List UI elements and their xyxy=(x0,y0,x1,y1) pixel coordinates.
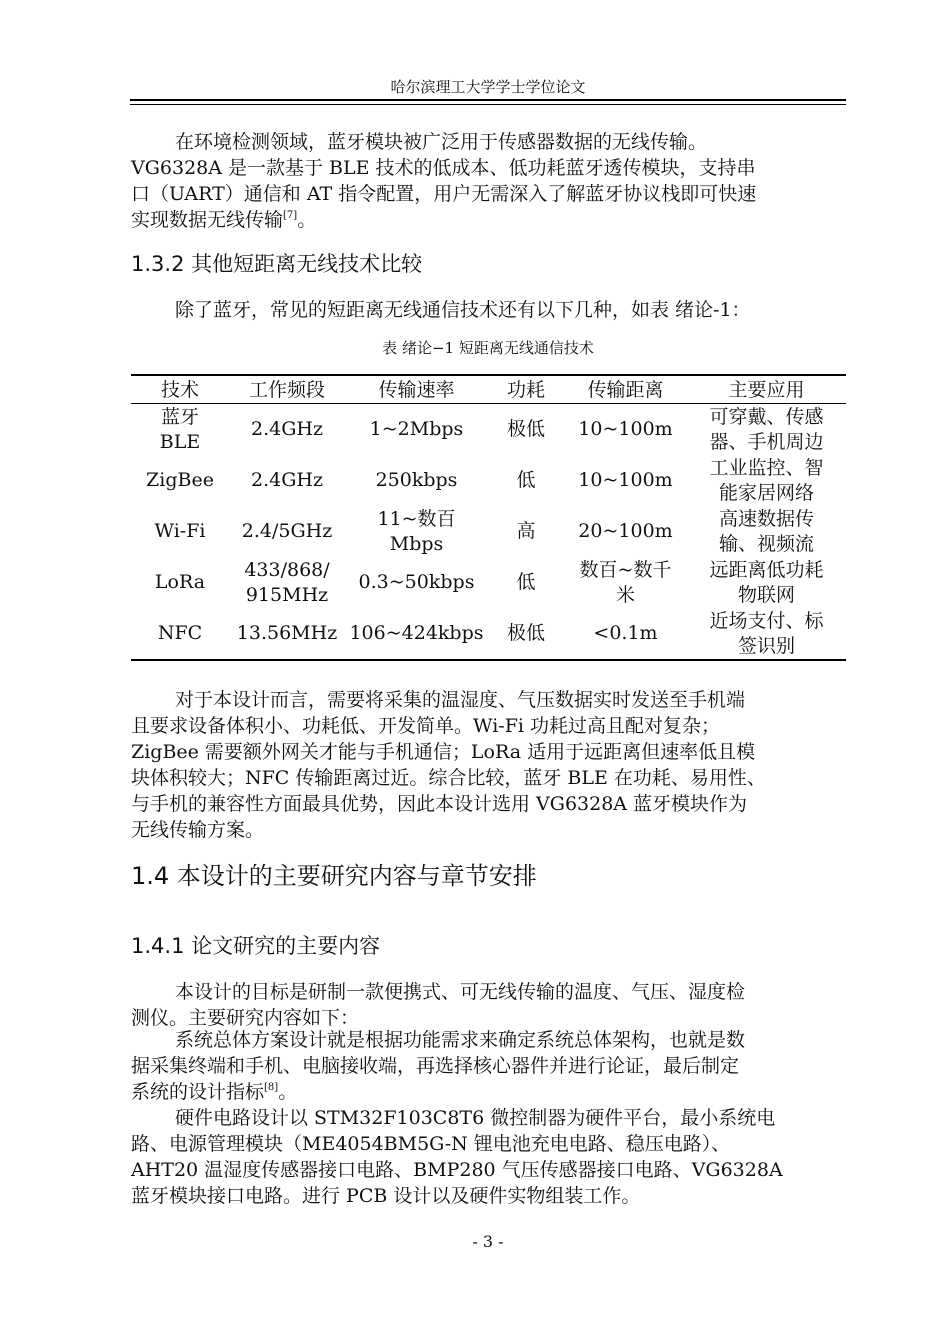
table-cell xyxy=(488,404,564,456)
cell-text: 高速数据传 xyxy=(718,507,814,530)
cell-text: 签识别 xyxy=(737,634,795,657)
text-line: 实现数据无线传输[7]。 xyxy=(131,209,317,231)
cell-text: 915MHz xyxy=(245,583,329,606)
cell-text: 能家居网络 xyxy=(718,481,814,504)
text-line: 蓝牙模块接口电路。进行 PCB 设计以及硬件实物组装工作。 xyxy=(131,1185,641,1207)
table-row xyxy=(131,404,846,456)
table-cell xyxy=(229,404,345,456)
table-cell xyxy=(345,608,488,660)
paragraph-hardware-design xyxy=(131,1105,847,1209)
table-row xyxy=(131,455,846,506)
table-cell xyxy=(345,455,488,506)
cell-text: 低 xyxy=(516,571,536,593)
cell-text: 可穿戴、传感 xyxy=(709,405,824,428)
column-header: 传输速率 xyxy=(378,378,455,401)
table-caption: 表 绪论−1 短距离无线通信技术 xyxy=(382,339,594,357)
cell-text: 蓝牙 xyxy=(160,405,199,428)
cell-text: 2.4/5GHz xyxy=(241,520,333,542)
cell-text: 106~424kbps xyxy=(349,622,484,644)
paragraph-design-goal xyxy=(131,979,847,1031)
table-cell xyxy=(564,506,687,557)
cell-text: 250kbps xyxy=(375,469,458,491)
cell-text: 数百~数千 xyxy=(579,558,672,581)
section-heading-1-4: 1.4 本设计的主要研究内容与章节安排 xyxy=(131,862,537,890)
text-line: 且要求设备体积小、功耗低、开发简单。Wi-Fi 功耗过高且配对复杂； xyxy=(131,715,720,737)
cell-text: 低 xyxy=(516,469,536,491)
cell-text: NFC xyxy=(157,622,203,644)
text-line: 与手机的兼容性方面最具优势，因此本设计选用 VG6328A 蓝牙模块作为 xyxy=(131,793,748,815)
table-header-row xyxy=(131,375,846,404)
cell-text: 20~100m xyxy=(578,520,673,542)
table-cell xyxy=(488,557,564,608)
cell-text: 2.4GHz xyxy=(251,418,323,440)
table-cell xyxy=(229,455,345,506)
table-cell xyxy=(345,557,488,608)
text-line: 对于本设计而言，需要将采集的温湿度、气压数据实时发送至手机端 xyxy=(175,689,746,711)
cell-text: 物联网 xyxy=(737,583,795,606)
column-header: 主要应用 xyxy=(728,378,805,401)
cell-text: ZigBee xyxy=(146,469,214,491)
table-cell xyxy=(131,608,229,660)
table-cell xyxy=(488,455,564,506)
table-cell xyxy=(229,557,345,608)
text-line: ZigBee 需要额外网关才能与手机通信；LoRa 适用于远距离但速率低且模 xyxy=(131,741,756,763)
cell-text: 11~数百 xyxy=(377,507,456,530)
table-cell xyxy=(229,506,345,557)
citation[interactable]: [8] xyxy=(264,1082,279,1093)
cell-text: 米 xyxy=(615,583,635,606)
section-heading-1-4-1: 1.4.1 论文研究的主要内容 xyxy=(131,934,381,958)
text-line: 系统总体方案设计就是根据功能需求来确定系统总体架构，也就是数 xyxy=(175,1029,746,1051)
table-cell xyxy=(564,557,687,608)
text-line: 无线传输方案。 xyxy=(131,819,265,841)
cell-text: 工业监控、智 xyxy=(709,456,824,479)
text-line: 测仪。主要研究内容如下： xyxy=(131,1007,360,1029)
table-cell xyxy=(488,608,564,660)
column-header: 功耗 xyxy=(506,378,545,401)
table-cell xyxy=(131,404,229,456)
column-header: 工作频段 xyxy=(248,378,325,401)
cell-text: 2.4GHz xyxy=(251,469,323,491)
column-header: 传输距离 xyxy=(587,378,664,401)
text-line: 在环境检测领域，蓝牙模块被广泛用于传感器数据的无线传输。 xyxy=(175,131,708,153)
cell-text: 近场支付、标 xyxy=(709,609,824,632)
paragraph-system-design xyxy=(131,1027,847,1105)
table-row xyxy=(131,608,846,660)
header-rule-thin xyxy=(130,104,846,105)
table-cell xyxy=(131,455,229,506)
text-line: 块体积较大；NFC 传输距离过近。综合比较，蓝牙 BLE 在功耗、易用性、 xyxy=(131,767,766,789)
cell-text: 13.56MHz xyxy=(236,622,338,644)
cell-text: 高 xyxy=(516,520,536,542)
table-cell xyxy=(564,404,687,456)
table-cell xyxy=(687,557,846,608)
cell-text: Wi-Fi xyxy=(154,520,206,542)
page-number: - 3 - xyxy=(472,1232,504,1251)
table-cell xyxy=(564,455,687,506)
table-cell xyxy=(131,506,229,557)
cell-text: 0.3~50kbps xyxy=(358,571,475,593)
text-line: 路、电源管理模块（ME4054BM5G-N 锂电池充电电路、稳压电路）、 xyxy=(131,1133,731,1155)
text-line: 本设计的目标是研制一款便携式、可无线传输的温度、气压、湿度检 xyxy=(175,981,746,1003)
paragraph-bluetooth-module xyxy=(131,129,847,233)
table-cell xyxy=(687,455,846,506)
text-line: VG6328A 是一款基于 BLE 技术的低成本、低功耗蓝牙透传模块，支持串 xyxy=(131,157,756,179)
text-line: 硬件电路设计以 STM32F103C8T6 微控制器为硬件平台，最小系统电 xyxy=(175,1107,776,1129)
cell-text: 10~100m xyxy=(578,418,673,440)
cell-text: 极低 xyxy=(506,622,545,644)
cell-text: 10~100m xyxy=(578,469,673,491)
table-row xyxy=(131,506,846,557)
text-line: 据采集终端和手机、电脑接收端，再选择核心器件并进行论证，最后制定 xyxy=(131,1055,740,1077)
header-rule-thick xyxy=(130,99,846,101)
column-header: 技术 xyxy=(160,378,199,401)
text-line: 系统的设计指标[8]。 xyxy=(131,1081,298,1103)
table-cell xyxy=(345,506,488,557)
cell-text: 输、视频流 xyxy=(718,532,814,555)
table-cell xyxy=(687,404,846,456)
citation[interactable]: [7] xyxy=(283,210,298,221)
table-row xyxy=(131,557,846,608)
table-cell xyxy=(687,506,846,557)
table-cell xyxy=(131,557,229,608)
cell-text: Mbps xyxy=(389,532,444,555)
table-cell xyxy=(488,506,564,557)
cell-text: 433/868/ xyxy=(244,558,330,581)
paragraph-selection-rationale xyxy=(131,687,847,843)
running-header: 哈尔滨理工大学学士学位论文 xyxy=(390,78,586,96)
cell-text: <0.1m xyxy=(593,622,658,644)
paragraph-table-intro xyxy=(131,297,847,323)
cell-text: 极低 xyxy=(506,418,545,440)
cell-text: 1~2Mbps xyxy=(369,418,464,440)
cell-text: 器、手机周边 xyxy=(709,430,824,453)
table-cell xyxy=(564,608,687,660)
table-cell xyxy=(687,608,846,660)
cell-text: BLE xyxy=(159,430,201,453)
text-line: AHT20 温湿度传感器接口电路、BMP280 气压传感器接口电路、VG6328A xyxy=(131,1159,783,1181)
cell-text: LoRa xyxy=(154,571,206,593)
wireless-comparison-table xyxy=(131,374,846,661)
table-cell xyxy=(345,404,488,456)
cell-text: 远距离低功耗 xyxy=(709,558,824,581)
text-line: 除了蓝牙，常见的短距离无线通信技术还有以下几种，如表 绪论-1： xyxy=(175,299,751,321)
section-heading-1-3-2: 1.3.2 其他短距离无线技术比较 xyxy=(131,252,423,276)
text-line: 口（UART）通信和 AT 指令配置，用户无需深入了解蓝牙协议栈即可快速 xyxy=(131,183,757,205)
table-cell xyxy=(229,608,345,660)
